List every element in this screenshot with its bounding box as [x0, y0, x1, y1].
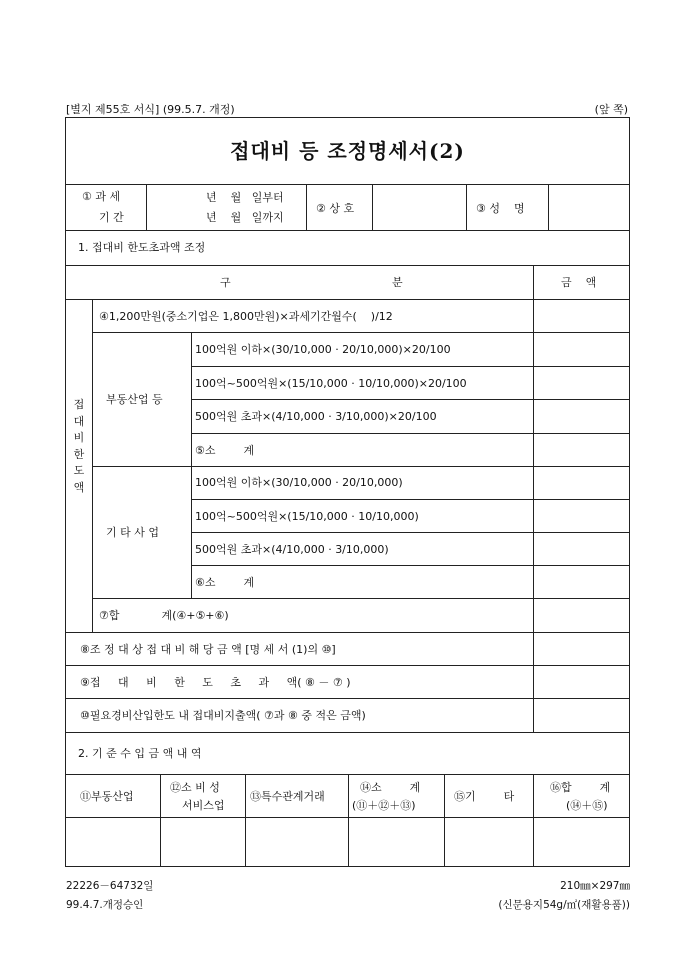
other-row-2: 100억~500억원×(15/10,000 · 10/10,000): [195, 510, 419, 523]
col-bun: 분: [392, 276, 403, 289]
col-consumption: ⑫소 비 성: [170, 781, 220, 794]
footer-approved: 99.4.7.개정승인: [66, 899, 144, 911]
col-other: ⑮기 타: [454, 790, 515, 803]
realestate-row-2: 100억~500억원×(15/10,000 · 10/10,000)×20/100: [195, 377, 467, 390]
form-table: [65, 117, 630, 867]
col-consumption-2: 서비스업: [182, 799, 225, 812]
page-side: (앞 쪽): [594, 103, 628, 116]
limit-side-label: 접 대 비 한 도 액: [73, 398, 85, 494]
col-gu: 구: [220, 276, 231, 289]
col-special: ⑬특수관계거래: [250, 790, 325, 803]
row-9: ⑨접 대 비 한 도 초 과 액( ⑧ － ⑦ ): [80, 676, 351, 689]
realestate-row-1: 100억원 이하×(30/10,000 · 20/10,000)×20/100: [195, 343, 451, 356]
section2-title: 2. 기 준 수 입 금 액 내 역: [78, 747, 202, 760]
row-8: ⑧조 정 대 상 접 대 비 해 당 금 액 [명 세 서 (1)의 ⑩]: [80, 643, 336, 656]
col-amount: 금 액: [561, 276, 597, 289]
col-subtotal: ⑭소 계: [360, 781, 421, 794]
row-10: ⑩필요경비산입한도 내 접대비지출액( ⑦과 ⑧ 중 적은 금액): [80, 709, 366, 722]
footer-code: 22226－64732일: [66, 880, 154, 892]
other-row-3: 500억원 초과×(4/10,000 · 3/10,000): [195, 543, 389, 556]
other-label: 기 타 사 업: [106, 526, 159, 539]
other-subtotal: ⑥소 계: [195, 576, 255, 589]
footer-size: 210㎜×297㎜: [560, 880, 630, 892]
row-4: ④1,200만원(중소기업은 1,800만원)×과세기간월수( )/12: [99, 310, 393, 323]
section1-title: 1. 접대비 한도초과액 조정: [78, 241, 206, 254]
realestate-row-3: 500억원 초과×(4/10,000 · 3/10,000)×20/100: [195, 410, 437, 423]
period-to: 년 월 일까지: [206, 211, 284, 224]
company-field[interactable]: [379, 192, 463, 226]
name-field[interactable]: [554, 192, 624, 226]
footer-paper: (신문용지54g/㎡(재활용품)): [498, 899, 630, 911]
realestate-subtotal: ⑤소 계: [195, 444, 255, 457]
col-realestate: ⑪부동산업: [80, 790, 134, 803]
period-label: ① 과 세: [82, 190, 121, 203]
col-total: ⑯합 계: [550, 781, 611, 794]
period-label-2: 기 간: [99, 211, 124, 224]
form-title: 접대비 등 조정명세서(2): [230, 139, 465, 163]
realestate-label: 부동산업 등: [106, 393, 163, 406]
col-total-2: (⑭＋⑮): [566, 799, 608, 812]
form-number: [별지 제55호 서식] (99.5.7. 개정): [66, 103, 235, 116]
col-subtotal-2: (⑪＋⑫＋⑬): [352, 799, 416, 812]
total-7: ⑦합 계(④+⑤+⑥): [99, 609, 229, 622]
period-from: 년 월 일부터: [206, 191, 284, 204]
other-row-1: 100억원 이하×(30/10,000 · 20/10,000): [195, 476, 403, 489]
company-label: ② 상 호: [316, 202, 355, 215]
name-label: ③ 성 명: [476, 202, 525, 215]
